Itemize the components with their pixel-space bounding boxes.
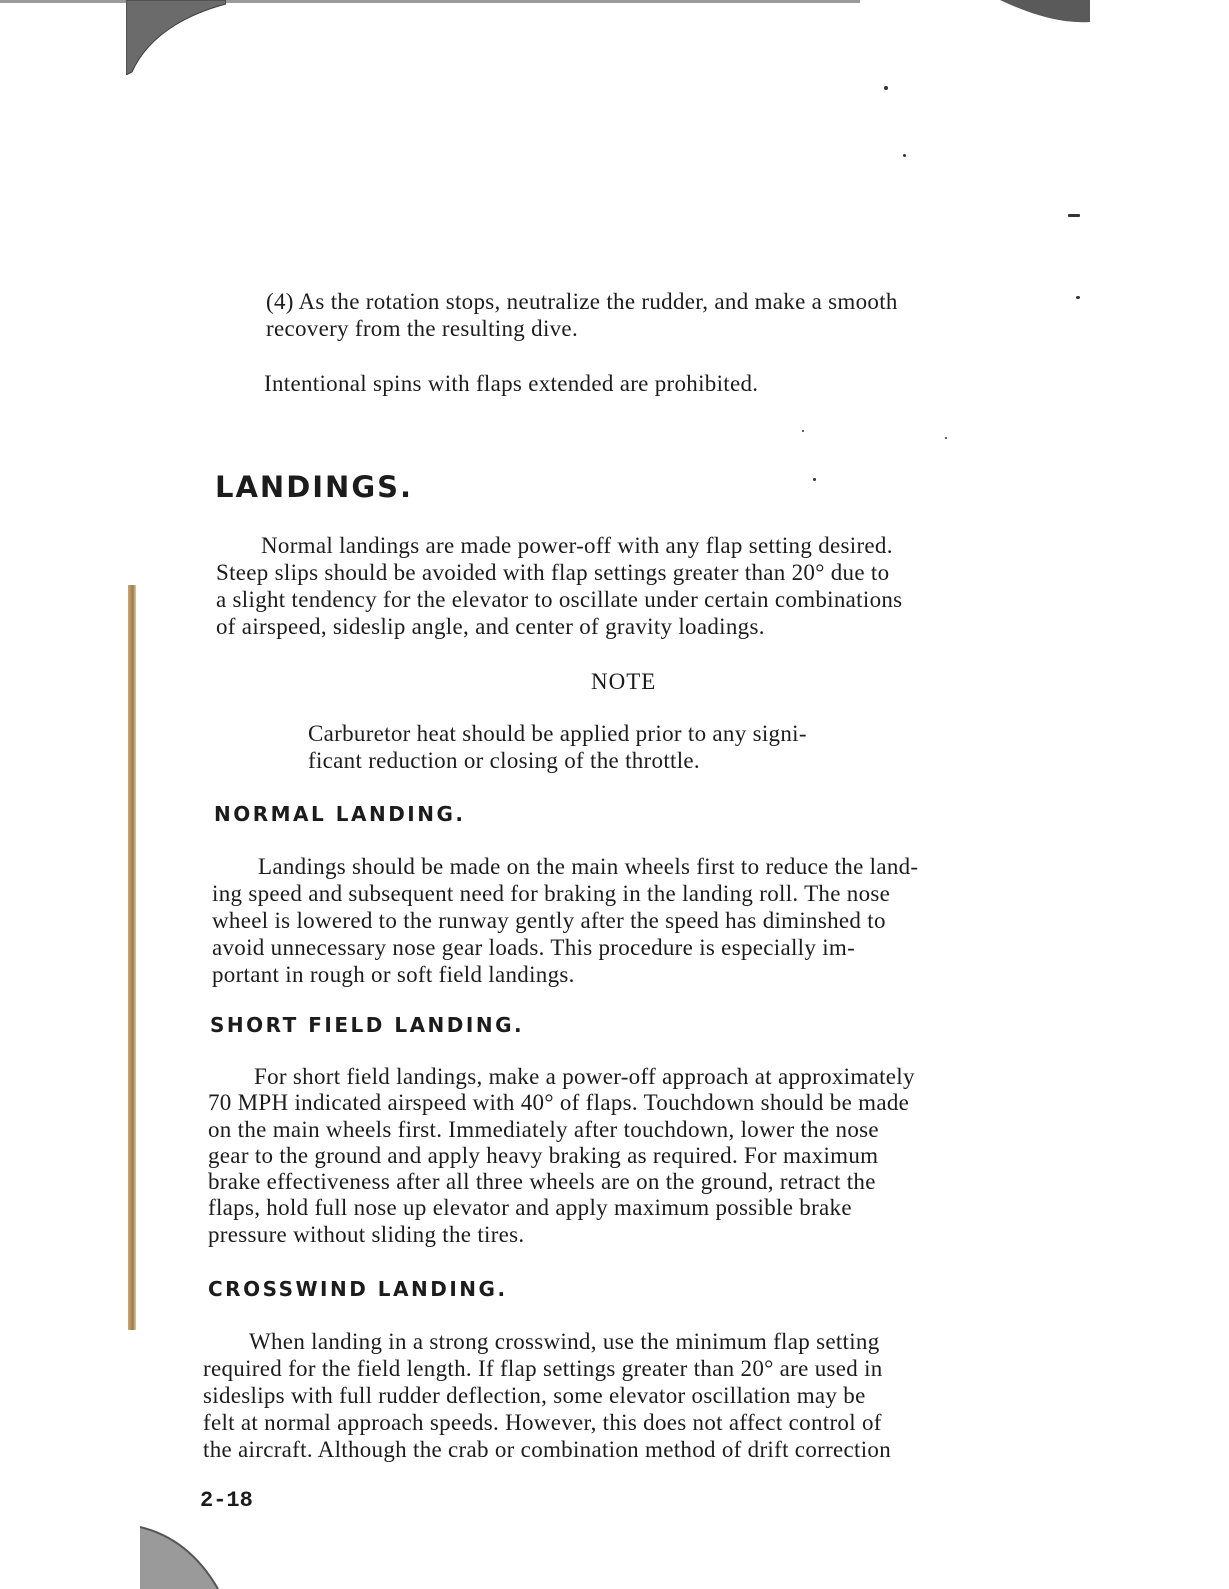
speck [1076,296,1080,299]
note-text [308,720,807,774]
text-line: pressure without sliding the tires. [208,1221,525,1247]
crosswind-landing-paragraph [203,1328,891,1463]
text-line: For short field landings, make a power-off approach at approximately [254,1064,915,1089]
speck [945,437,947,439]
text-line: Carburetor heat should be applied prior to any signi- [308,721,807,746]
speck [903,154,906,157]
text-line: Steep slips should be avoided with flap settings greater than 20° due to [216,560,890,585]
folded-corner-bottom-left [140,1525,220,1589]
speck [884,86,888,90]
text-line: gear to the ground and apply heavy braking as required. For maximum [208,1142,879,1168]
text-line: flaps, hold full nose up elevator and apply maximum possible brake [208,1195,852,1221]
speck [1068,214,1080,217]
text-line: Landings should be made on the main wheels first to reduce the land- [258,854,919,879]
text-line: brake effectiveness after all three wheels are on the ground, retract the [208,1169,876,1195]
text-line: a slight tendency for the elevator to oscillate under certain combinations [216,587,903,612]
folded-corner-top-left [126,0,226,75]
speck [802,430,804,432]
note-label: NOTE [591,669,657,694]
normal-landing-paragraph [212,853,918,988]
text-line: felt at normal approach speeds. However, this does not affect control of [203,1410,882,1435]
spin-recovery-step-4 [266,288,898,342]
text-line: on the main wheels first. Immediately after touchdown, lower the nose [208,1116,879,1142]
text-line: 70 MPH indicated airspeed with 40° of flaps. Touchdown should be made [208,1090,910,1116]
text-line: Intentional spins with flaps extended are prohibited. [264,371,759,396]
landings-heading: LANDINGS. [215,470,414,504]
text-line: (4) As the rotation stops, neutralize the rudder, and make a smooth [266,289,898,314]
text-line: When landing in a strong crosswind, use the minimum flap setting [249,1329,880,1354]
text-line: Normal landings are made power-off with any flap setting desired. [261,533,893,558]
text-line: wheel is lowered to the runway gently after the speed has diminshed to [212,908,886,933]
page-number: 2-18 [200,1488,253,1513]
short-field-landing-paragraph [208,1064,915,1248]
normal-landing-heading: NORMAL LANDING. [214,802,466,826]
text-line: recovery from the resulting dive. [266,316,578,341]
crosswind-landing-heading: CROSSWIND LANDING. [208,1277,508,1301]
speck [813,478,816,481]
folded-corner-top-right [1000,0,1090,30]
binding-shadow [128,585,136,1330]
text-line: the aircraft. Although the crab or combination method of drift correction [203,1437,892,1462]
text-line: avoid unnecessary nose gear loads. This procedure is especially im- [212,935,856,960]
landings-intro-paragraph [216,532,902,640]
text-line: required for the field length. If flap settings greater than 20° are used in [203,1356,883,1381]
text-line: of airspeed, sideslip angle, and center of gravity loadings. [216,614,765,639]
text-line: portant in rough or soft field landings. [212,962,575,987]
text-line: sideslips with full rudder deflection, some elevator oscillation may be [203,1383,866,1408]
text-line: ing speed and subsequent need for braking in the landing roll. The nose [212,881,891,906]
short-field-landing-heading: SHORT FIELD LANDING. [210,1013,525,1037]
text-line: ficant reduction or closing of the throttle. [308,748,700,773]
flaps-spin-prohibition [264,370,758,397]
